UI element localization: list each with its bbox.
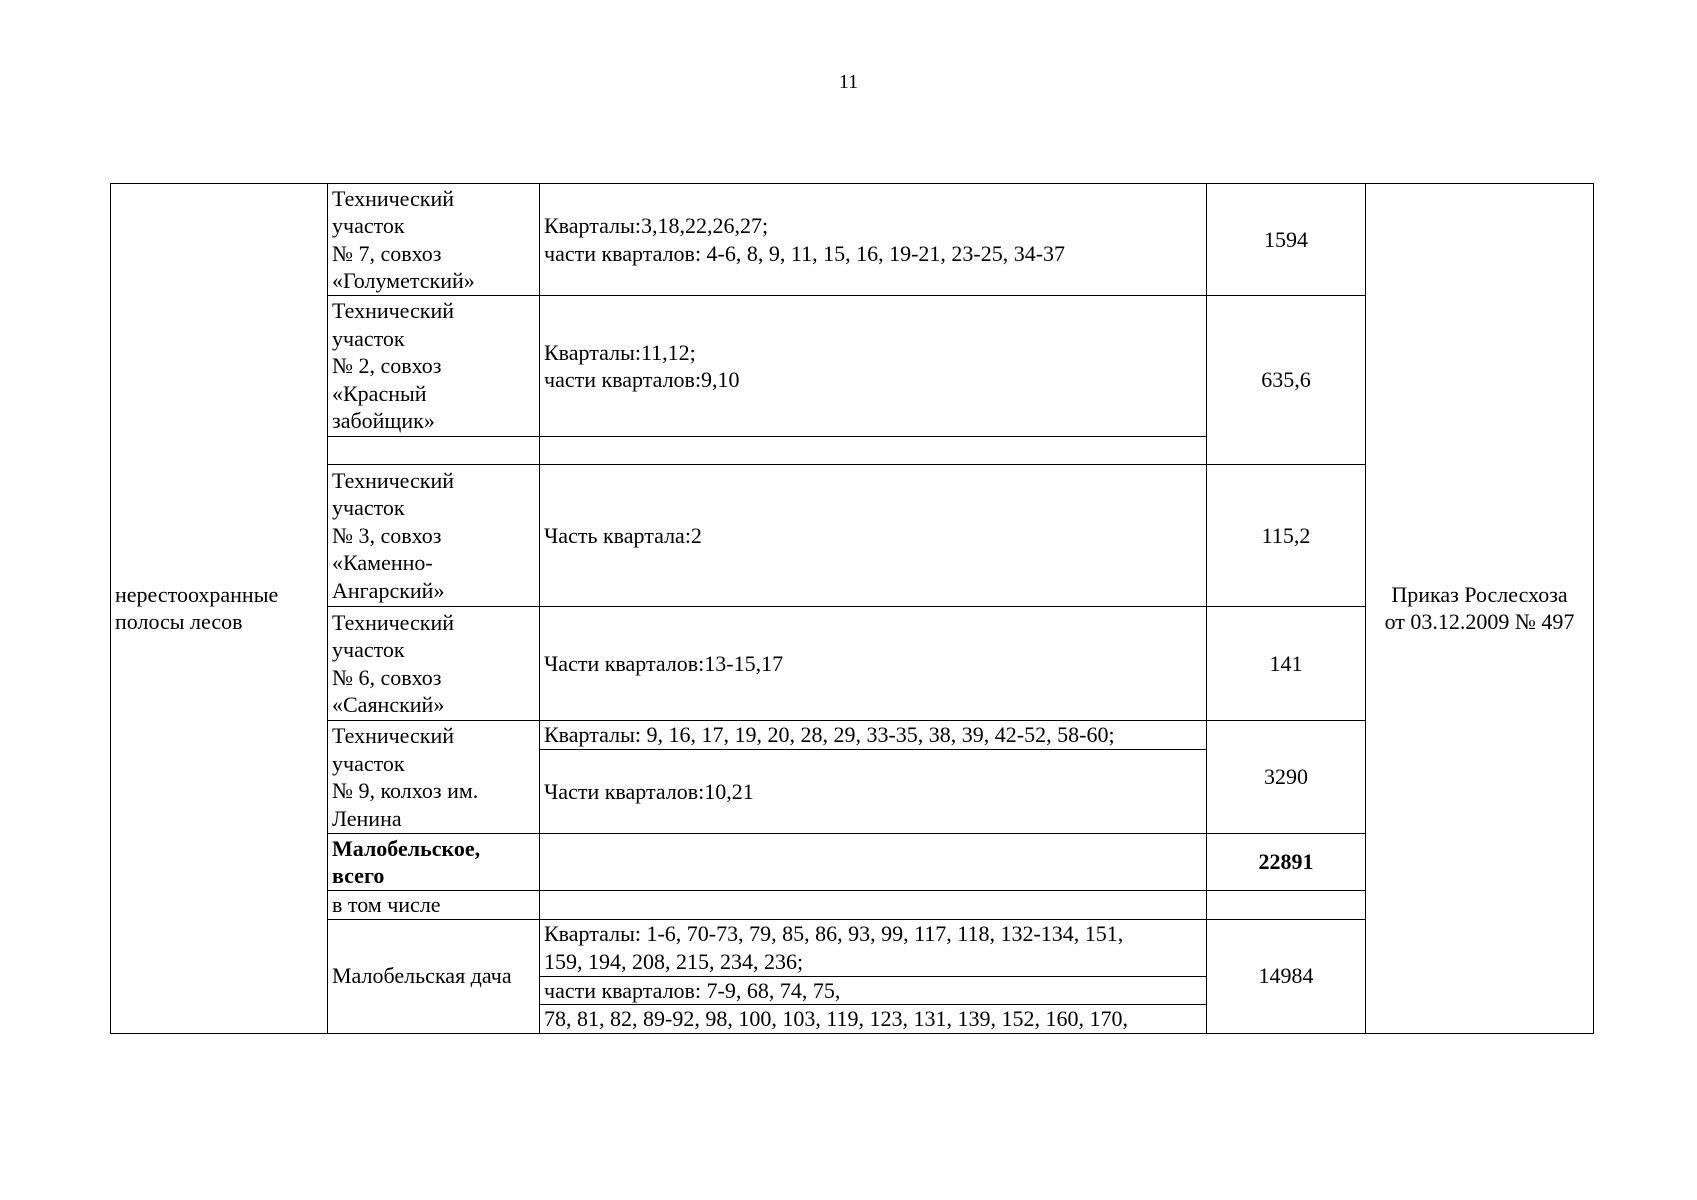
site-name-cell	[328, 721, 540, 834]
area-cell: 3290	[1207, 721, 1366, 834]
area-cell: 635,6	[1207, 296, 1366, 465]
site-name-line: № 3, совхоз	[332, 522, 442, 548]
site-name-line: Технический	[332, 185, 454, 211]
quarters-line: Кварталы:3,18,22,26,27;	[544, 213, 769, 238]
quarters-cell: части кварталов: 7-9, 68, 74, 75,	[540, 976, 1207, 1005]
quarters-line: части кварталов: 4-6, 8, 9, 11, 15, 16, 19-21, 23-25, 34-37	[544, 240, 1066, 266]
quarters-cell: Части кварталов:13-15,17	[540, 607, 1207, 721]
page-number: 11	[838, 71, 859, 93]
document-ref-line: от 03.12.2009 № 497	[1384, 609, 1575, 635]
document-ref-cell	[1366, 184, 1594, 1034]
site-name-line: забойщик»	[332, 408, 435, 434]
site-name-line: Технический	[332, 609, 454, 635]
site-name-line: «Саянский»	[332, 692, 445, 717]
quarters-cell	[540, 919, 1207, 976]
quarters-cell: Часть квартала:2	[540, 465, 1207, 607]
quarters-cell: 78, 81, 82, 89-92, 98, 100, 103, 119, 123, 131, 139, 152, 160, 170,	[540, 1005, 1207, 1034]
quarters-line: части кварталов:9,10	[544, 367, 740, 392]
site-name-line: участок	[332, 325, 405, 351]
quarters-cell	[540, 184, 1207, 296]
site-name-line: № 6, совхоз	[332, 664, 442, 690]
site-name-line: Технический	[332, 723, 454, 748]
site-name-cell: Малобельская дача	[328, 919, 540, 1033]
site-name-line: № 2, совхоз	[332, 353, 442, 379]
site-name-line: Ленина	[332, 805, 402, 831]
area-cell: 1594	[1207, 184, 1366, 296]
area-cell: 141	[1207, 607, 1366, 721]
site-name-line: № 9, колхоз им.	[332, 778, 479, 803]
quarters-cell	[540, 891, 1207, 920]
category-line: нерестоохранные	[115, 581, 279, 607]
site-name-line: Малобельское,	[332, 835, 481, 861]
area-cell	[1207, 891, 1366, 920]
quarters-line: 159, 194, 208, 215, 234, 236;	[544, 948, 804, 974]
empty-cell	[540, 437, 1207, 465]
site-name-line: Ангарский»	[332, 577, 445, 603]
empty-cell	[328, 437, 540, 465]
site-name-cell	[328, 607, 540, 721]
area-cell: 115,2	[1207, 465, 1366, 607]
site-name-line: всего	[332, 863, 385, 888]
site-name-line: участок	[332, 213, 405, 238]
area-cell: 22891	[1207, 834, 1366, 891]
site-name-cell	[328, 834, 540, 891]
table-row	[111, 184, 1594, 296]
document-ref-line: Приказ Рослесхоза	[1391, 581, 1568, 607]
area-cell: 14984	[1207, 919, 1366, 1033]
site-name-cell	[328, 296, 540, 437]
site-name-cell	[328, 184, 540, 296]
site-name-line: Технический	[332, 467, 454, 493]
site-name-line: участок	[332, 750, 405, 776]
quarters-cell	[540, 834, 1207, 891]
site-name-line: «Красный	[332, 380, 427, 406]
quarters-cell	[540, 296, 1207, 437]
site-name-line: Технический	[332, 298, 454, 324]
quarters-line: Кварталы:11,12;	[544, 339, 696, 365]
site-name-cell: в том числе	[328, 891, 540, 920]
quarters-cell: Кварталы: 9, 16, 17, 19, 20, 28, 29, 33-35, 38, 39, 42-52, 58-60;	[540, 721, 1207, 750]
site-name-line: участок	[332, 495, 405, 521]
quarters-line: Кварталы: 1-6, 70-73, 79, 85, 86, 93, 99, 117, 118, 132-134, 151,	[544, 921, 1124, 946]
forest-protection-table	[110, 183, 1594, 1034]
site-name-line: № 7, совхоз	[332, 240, 442, 266]
category-line: полосы лесов	[115, 609, 243, 635]
site-name-line: участок	[332, 637, 405, 662]
quarters-cell: Части кварталов:10,21	[540, 750, 1207, 834]
site-name-line: «Голуметский»	[332, 268, 475, 293]
site-name-cell	[328, 465, 540, 607]
category-cell	[111, 184, 328, 1034]
site-name-line: «Каменно-	[332, 550, 433, 576]
